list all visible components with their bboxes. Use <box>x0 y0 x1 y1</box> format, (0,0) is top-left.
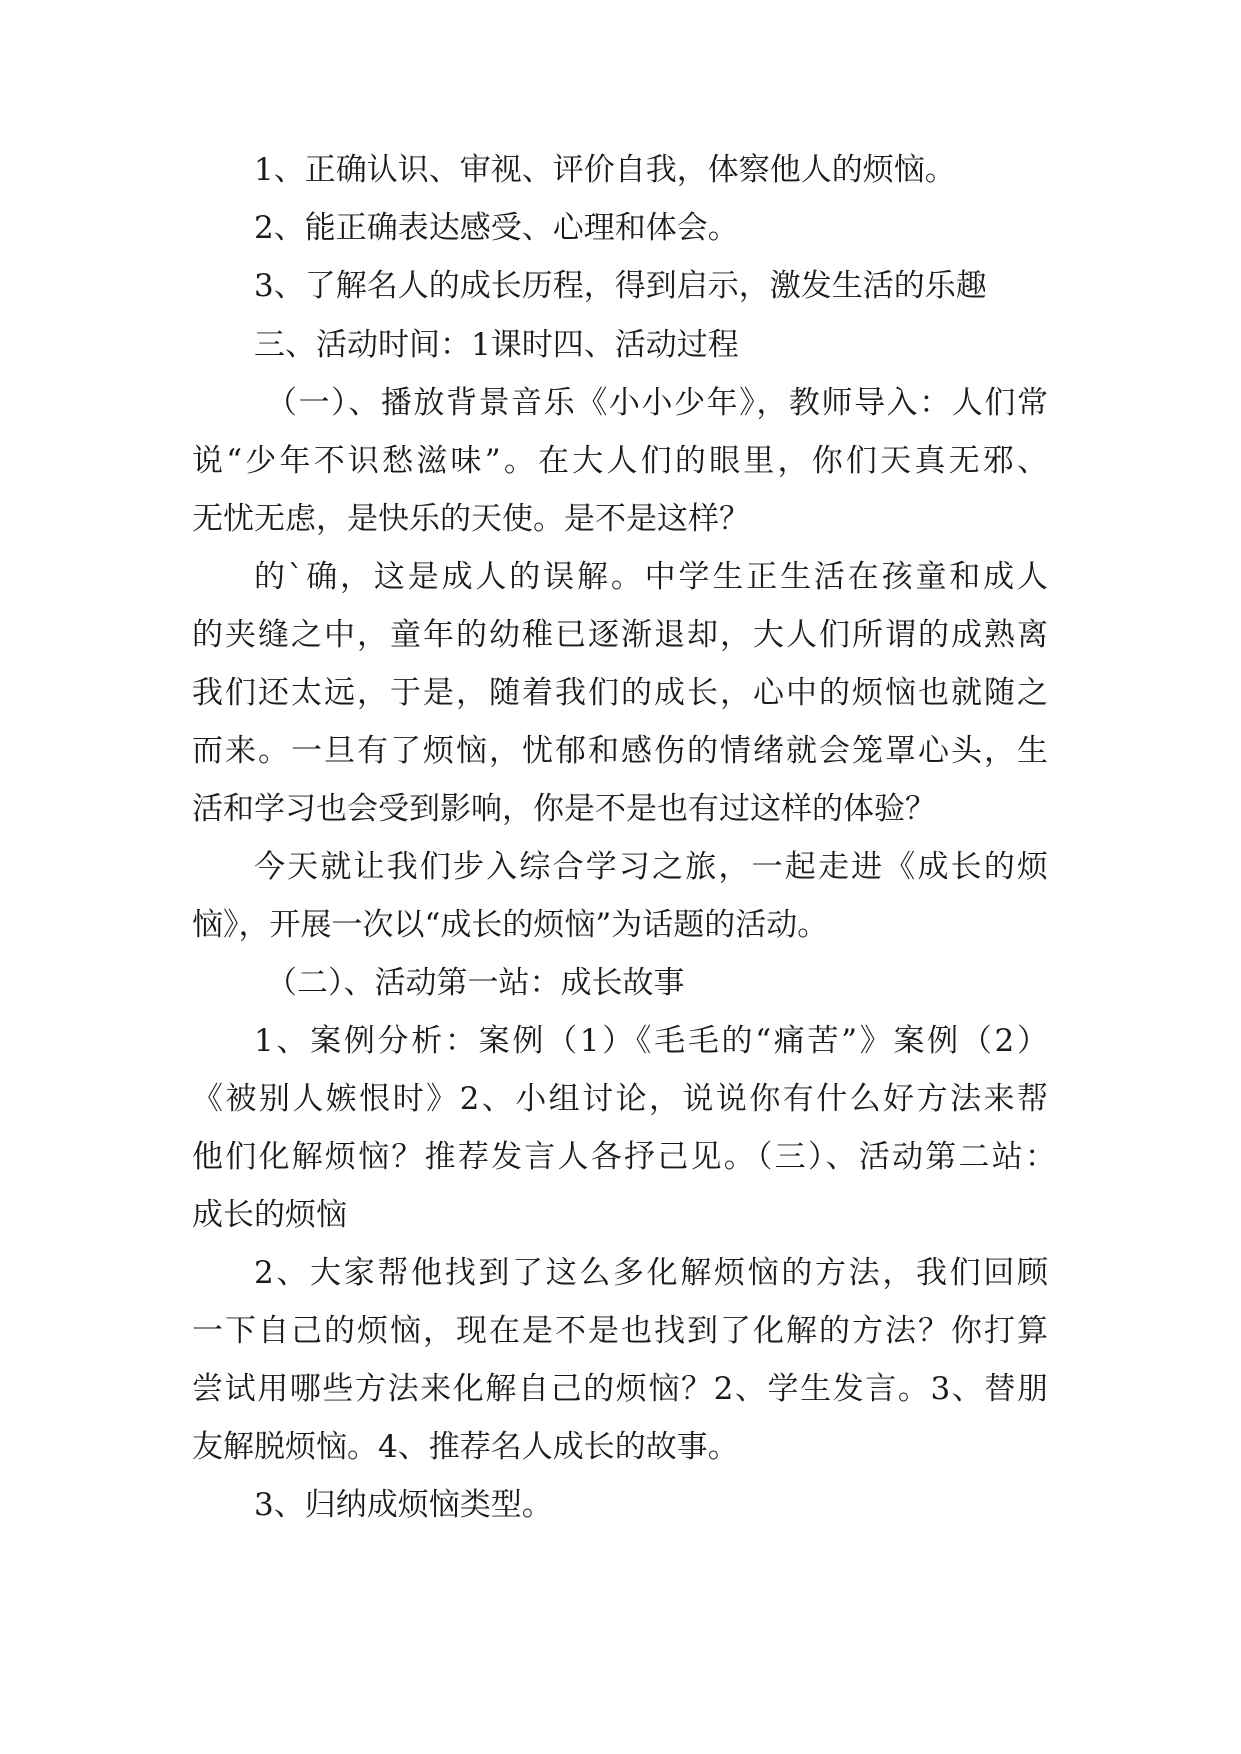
text-line: 我们还太远，于是，随着我们的成长，心中的烦恼也就随之 <box>192 675 1048 711</box>
text-line: 友解脱烦恼。4、推荐名人成长的故事。 <box>192 1429 739 1465</box>
text-line: 而来。一旦有了烦恼，忧郁和感伤的情绪就会笼罩心头，生 <box>192 733 1048 769</box>
text-line: 2、大家帮他找到了这么多化解烦恼的方法，我们回顾 <box>254 1255 1048 1291</box>
text-line: 成长的烦恼 <box>192 1197 347 1233</box>
text-line: 恼》，开展一次以“成长的烦恼”为话题的活动。 <box>192 907 829 943</box>
text-line: 的`确，这是成人的误解。中学生正生活在孩童和成人 <box>254 559 1048 595</box>
text-line-part-2-heading: （二）、活动第一站：成长故事 <box>266 965 685 1001</box>
text-line: 1、案例分析：案例（1）《毛毛的“痛苦”》案例（2） <box>254 1023 1048 1059</box>
text-line-activity-time: 三、活动时间：1课时四、活动过程 <box>254 327 739 363</box>
text-line: 一下自己的烦恼，现在是不是也找到了化解的方法？你打算 <box>192 1313 1048 1349</box>
text-line: 的夹缝之中，童年的幼稚已逐渐退却，大人们所谓的成熟离 <box>192 617 1048 653</box>
text-line: 他们化解烦恼？推荐发言人各抒己见。（三）、活动第二站： <box>192 1139 1056 1175</box>
text-line-goal-3: 3、了解名人的成长历程，得到启示，激发生活的乐趣 <box>254 268 987 304</box>
text-line: 说“少年不识愁滋味”。在大人们的眼里，你们天真无邪、 <box>192 443 1048 479</box>
text-line: 无忧无虑，是快乐的天使。是不是这样？ <box>192 501 750 537</box>
text-line: 3、归纳成烦恼类型。 <box>254 1487 553 1523</box>
text-line: 《被别人嫉恨时》2、小组讨论，说说你有什么好方法来帮 <box>192 1081 1048 1117</box>
text-line: 活和学习也会受到影响，你是不是也有过这样的体验？ <box>192 791 936 827</box>
text-line-part-1-intro: （一）、播放背景音乐《小小少年》，教师导入：人们常 <box>266 385 1048 421</box>
text-line: 今天就让我们步入综合学习之旅，一起走进《成长的烦 <box>254 849 1048 885</box>
text-line-goal-1: 1、正确认识、审视、评价自我，体察他人的烦恼。 <box>254 152 956 188</box>
text-line-goal-2: 2、能正确表达感受、心理和体会。 <box>254 210 739 246</box>
text-line: 尝试用哪些方法来化解自己的烦恼？2、学生发言。3、替朋 <box>192 1371 1048 1407</box>
